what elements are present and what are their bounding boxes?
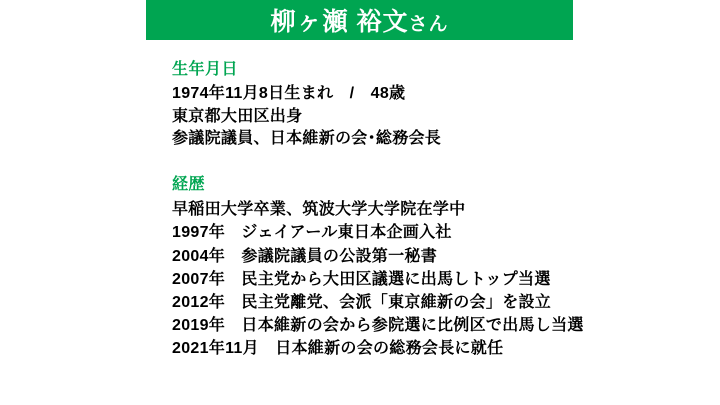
section-career <box>172 171 672 360</box>
career-line: 早稲田大学卒業、筑波大学大学院在学中 <box>172 201 466 219</box>
person-name-text: 柳ヶ瀬 裕文 <box>270 8 409 36</box>
career-line: 2007年 民主党から大田区議選に出馬しトップ当選 <box>172 270 551 288</box>
position-line: 参議院議員、日本維新の会･総務会長 <box>172 130 442 148</box>
career-line: 2021年11月 日本維新の会の総務会長に就任 <box>172 340 504 358</box>
career-line: 2004年 参議院議員の公設第一秘書 <box>172 247 437 265</box>
profile-content <box>172 56 672 360</box>
section-heading-career: 経歴 <box>172 176 206 194</box>
career-line: 2012年 民主党離党、会派「東京維新の会」を設立 <box>172 293 552 311</box>
birthplace-line: 東京都大田区出身 <box>172 107 303 125</box>
person-name-honorific: さん <box>408 14 449 35</box>
birthdate-line: 1974年11月8日生まれ / 48歳 <box>172 85 406 102</box>
section-birthdate <box>172 56 672 151</box>
career-line: 2019年 日本維新の会から参院選に比例区で出馬し当選 <box>172 317 584 335</box>
title-banner <box>146 0 573 40</box>
person-name <box>271 2 449 38</box>
section-heading-birthdate: 生年月日 <box>172 61 239 78</box>
career-line: 1997年 ジェイアール東日本企画入社 <box>172 224 452 242</box>
